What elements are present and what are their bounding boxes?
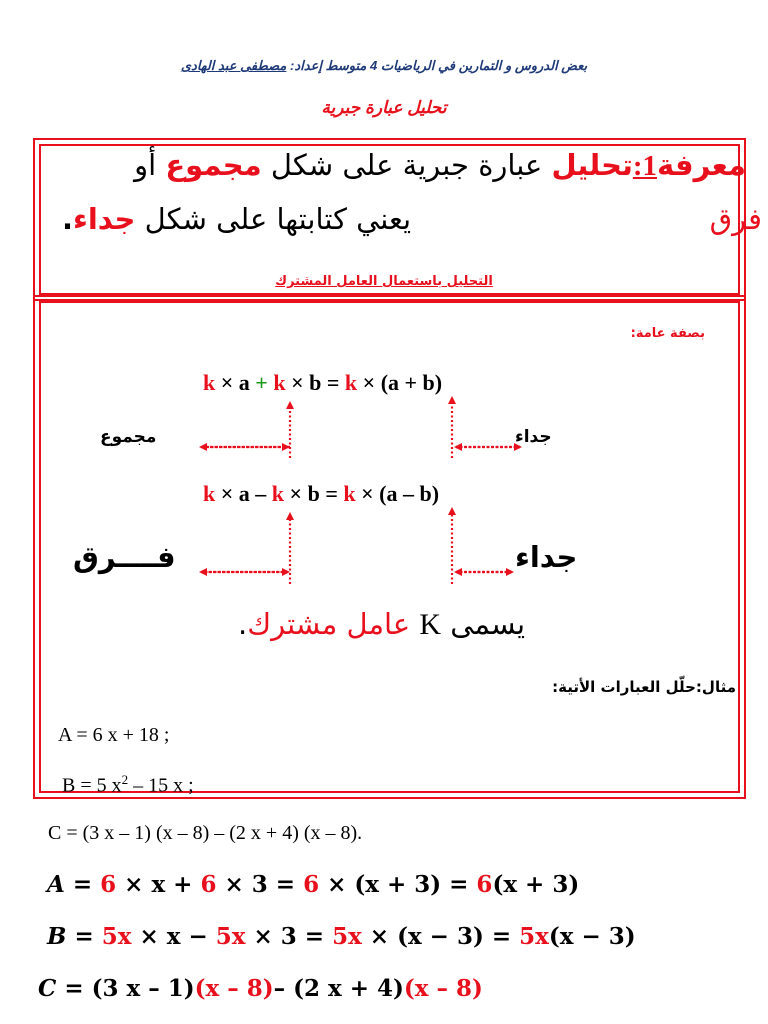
- formula-diff-part1: × a –: [215, 481, 272, 506]
- solution-a-f3: 6: [303, 871, 320, 898]
- called-dot: .: [238, 607, 248, 641]
- solution-c-f1: (x – 8): [194, 975, 274, 1002]
- called-prefix: يسمى: [441, 607, 526, 641]
- solution-a-var: A: [47, 871, 65, 898]
- definition-term-analysis: تحليل: [551, 148, 633, 182]
- called-k: K: [419, 608, 442, 641]
- definition-text-1: عبارة جبرية على شكل: [261, 148, 552, 182]
- solution-a-t1: =: [64, 871, 101, 898]
- definition-label-word: معرفة: [657, 148, 746, 182]
- label-product-2: جداء: [515, 540, 578, 574]
- solution-a-f4: 6: [476, 871, 493, 898]
- common-factor-line: [238, 607, 525, 642]
- definition-text-2: يعني كتابتها على شكل: [135, 202, 412, 236]
- expression-b-post: – 15 x ;: [128, 774, 194, 796]
- definition-term-sum: مجموع: [165, 148, 262, 182]
- solution-c-t1: = (3 x – 1): [56, 975, 195, 1002]
- definition-label-num: 1:: [632, 150, 658, 182]
- solution-b-f2: 5x: [215, 923, 246, 950]
- header-series: بعض الدروس و التمارين في الرياضيات 4 متوسط إعداد:: [290, 58, 588, 73]
- solution-b-t1: =: [66, 923, 102, 950]
- example-label: مثال:حلّل العبارات الأتية:: [552, 678, 736, 696]
- solution-b-f1: 5x: [101, 923, 132, 950]
- expression-b-pre: B = 5 x: [62, 774, 122, 796]
- solution-b: [47, 923, 636, 950]
- solution-b-f3: 5x: [332, 923, 362, 950]
- formula-sum-plus: +: [255, 370, 268, 395]
- solution-c-var: C: [38, 975, 57, 1002]
- solution-b-t5: (x − 3): [548, 923, 636, 950]
- solution-a-t4: × (x + 3) =: [319, 871, 477, 898]
- formula-diff-k3: k: [343, 481, 356, 506]
- definition-term-product: جداء: [73, 202, 136, 236]
- common-factor-heading: التحليل باستعمال العامل المشترك: [275, 274, 493, 289]
- document-title: تحليل عبارة جبرية: [321, 98, 447, 117]
- formula-sum-k1: k: [203, 370, 216, 395]
- expression-b: [62, 772, 194, 796]
- formula-sum-part3: × (a + b): [357, 370, 443, 395]
- solution-a-f2: 6: [200, 871, 217, 898]
- general-label: بصفة عامة:: [630, 326, 705, 341]
- expression-a: A = 6 x + 18 ;: [58, 724, 170, 746]
- solution-b-t4: × (x − 3) =: [361, 923, 520, 950]
- solution-a-t5: (x + 3): [492, 871, 580, 898]
- header-author: مصطفى عبد الهادى: [180, 58, 287, 73]
- solution-b-t3: × 3 =: [245, 923, 333, 950]
- formula-sum-part1: × a: [215, 370, 256, 395]
- solution-c-t2: – (2 x + 4): [273, 975, 404, 1002]
- formula-diff-part2: × b =: [284, 481, 344, 506]
- solution-a-t2: × x +: [116, 871, 201, 898]
- expression-b-exponent: 2: [121, 772, 129, 787]
- solution-b-t2: × x −: [131, 923, 216, 950]
- called-common-factor: عامل مشترك: [247, 607, 420, 641]
- formula-sum-k3: k: [344, 370, 358, 395]
- definition-text-or: أو: [134, 148, 166, 182]
- solution-c-f2: (x – 8): [403, 975, 483, 1002]
- formula-diff-k1: k: [203, 481, 216, 506]
- definition-dot: .: [62, 202, 74, 236]
- label-product-1: جداء: [515, 427, 552, 447]
- label-difference: فــــرق: [73, 540, 176, 574]
- formula-sum-k2: k: [267, 370, 286, 395]
- solution-a-t3: × 3 =: [216, 871, 304, 898]
- formula-sum-part2: × b =: [285, 370, 345, 395]
- solution-a-f1: 6: [100, 871, 117, 898]
- definition-term-difference: فرق: [709, 202, 762, 236]
- formula-diff-k2: k: [271, 481, 285, 506]
- solution-a: [47, 871, 579, 898]
- expression-c: C = (3 x – 1) (x – 8) – (2 x + 4) (x – 8).: [48, 822, 363, 844]
- solution-b-var: B: [47, 923, 67, 950]
- label-sum: مجموع: [100, 427, 157, 447]
- formula-diff-part3: × (a – b): [355, 481, 440, 506]
- solution-c: [38, 975, 483, 1002]
- solution-b-f4: 5x: [519, 923, 549, 950]
